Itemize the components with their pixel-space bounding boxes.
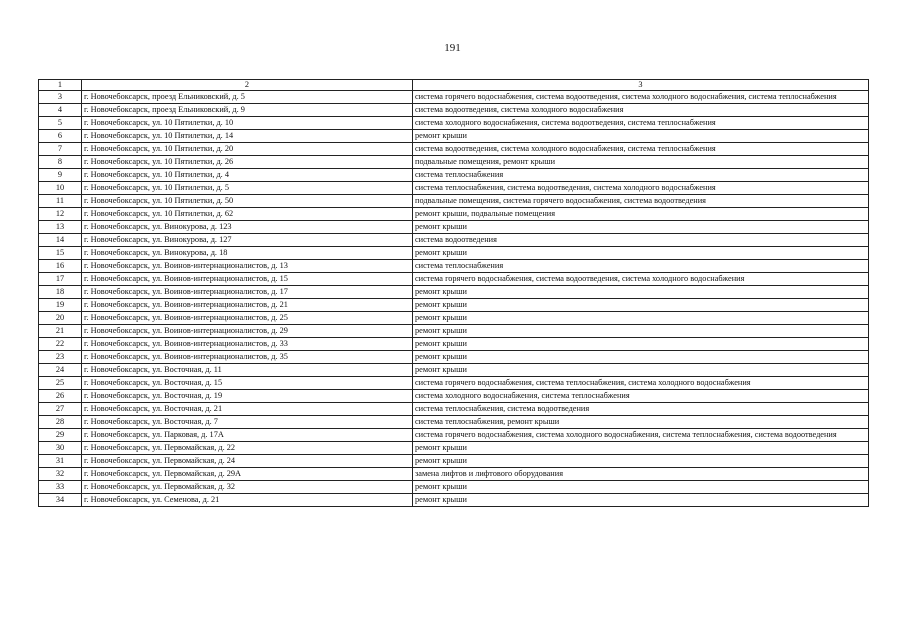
table-row: [39, 312, 869, 325]
address-cell: г. Новочебоксарск, ул. 10 Пятилетки, д. 5: [82, 182, 413, 195]
work-description-cell: ремонт крыши: [413, 442, 869, 455]
work-description-cell: ремонт крыши: [413, 494, 869, 507]
row-number-cell: 7: [39, 143, 82, 156]
table-row: [39, 234, 869, 247]
row-number-cell: 25: [39, 377, 82, 390]
table-row: [39, 130, 869, 143]
table-row: [39, 273, 869, 286]
work-description-cell: ремонт крыши: [413, 299, 869, 312]
table-row: [39, 468, 869, 481]
table-row: [39, 494, 869, 507]
row-number-cell: 16: [39, 260, 82, 273]
row-number-cell: 14: [39, 234, 82, 247]
table-row: [39, 442, 869, 455]
row-number-cell: 10: [39, 182, 82, 195]
work-description-cell: замена лифтов и лифтового оборудования: [413, 468, 869, 481]
work-description-cell: ремонт крыши: [413, 481, 869, 494]
work-description-cell: ремонт крыши: [413, 130, 869, 143]
address-cell: г. Новочебоксарск, ул. Восточная, д. 7: [82, 416, 413, 429]
table-row: [39, 208, 869, 221]
row-number-cell: 27: [39, 403, 82, 416]
table-row: [39, 247, 869, 260]
table-row: [39, 299, 869, 312]
header-cell-1: 1: [39, 80, 82, 91]
address-cell: г. Новочебоксарск, ул. Восточная, д. 15: [82, 377, 413, 390]
row-number-cell: 23: [39, 351, 82, 364]
table-row: [39, 429, 869, 442]
address-cell: г. Новочебоксарск, ул. Воинов-интернационалистов, д. 35: [82, 351, 413, 364]
table-row: [39, 364, 869, 377]
work-description-cell: система теплоснабжения: [413, 169, 869, 182]
table-row: [39, 325, 869, 338]
address-cell: г. Новочебоксарск, ул. Воинов-интернационалистов, д. 25: [82, 312, 413, 325]
row-number-cell: 20: [39, 312, 82, 325]
work-description-cell: ремонт крыши, подвальные помещения: [413, 208, 869, 221]
row-number-cell: 26: [39, 390, 82, 403]
table-row: [39, 338, 869, 351]
work-description-cell: ремонт крыши: [413, 338, 869, 351]
row-number-cell: 13: [39, 221, 82, 234]
address-cell: г. Новочебоксарск, ул. Воинов-интернационалистов, д. 15: [82, 273, 413, 286]
work-description-cell: система холодного водоснабжения, система водоотведения, система теплоснабжения: [413, 117, 869, 130]
row-number-cell: 21: [39, 325, 82, 338]
address-cell: г. Новочебоксарск, ул. 10 Пятилетки, д. 20: [82, 143, 413, 156]
address-cell: г. Новочебоксарск, ул. Винокурова, д. 18: [82, 247, 413, 260]
address-cell: г. Новочебоксарск, ул. Восточная, д. 21: [82, 403, 413, 416]
address-cell: г. Новочебоксарск, ул. Воинов-интернационалистов, д. 29: [82, 325, 413, 338]
address-cell: г. Новочебоксарск, ул. Винокурова, д. 127: [82, 234, 413, 247]
address-cell: г. Новочебоксарск, ул. Первомайская, д. 22: [82, 442, 413, 455]
table-row: [39, 260, 869, 273]
work-description-cell: ремонт крыши: [413, 364, 869, 377]
row-number-cell: 17: [39, 273, 82, 286]
table-row: [39, 351, 869, 364]
table-row: [39, 377, 869, 390]
row-number-cell: 12: [39, 208, 82, 221]
work-table: [38, 79, 869, 507]
table-row: [39, 221, 869, 234]
address-cell: г. Новочебоксарск, проезд Ельниковский, д. 9: [82, 104, 413, 117]
address-cell: г. Новочебоксарск, ул. Воинов-интернационалистов, д. 21: [82, 299, 413, 312]
work-description-cell: система теплоснабжения: [413, 260, 869, 273]
work-description-cell: ремонт крыши: [413, 351, 869, 364]
work-description-cell: ремонт крыши: [413, 455, 869, 468]
address-cell: г. Новочебоксарск, ул. Первомайская, д. 32: [82, 481, 413, 494]
row-number-cell: 18: [39, 286, 82, 299]
work-description-cell: подвальные помещения, ремонт крыши: [413, 156, 869, 169]
table-row: [39, 286, 869, 299]
table-row: [39, 403, 869, 416]
table-header-row: [39, 80, 869, 91]
address-cell: г. Новочебоксарск, ул. 10 Пятилетки, д. 50: [82, 195, 413, 208]
row-number-cell: 28: [39, 416, 82, 429]
row-number-cell: 33: [39, 481, 82, 494]
work-description-cell: ремонт крыши: [413, 325, 869, 338]
address-cell: г. Новочебоксарск, ул. 10 Пятилетки, д. 62: [82, 208, 413, 221]
address-cell: г. Новочебоксарск, ул. Первомайская, д. 29А: [82, 468, 413, 481]
row-number-cell: 11: [39, 195, 82, 208]
work-description-cell: система горячего водоснабжения, система водоотведения, система холодного водоснабжения, система теплоснабжения: [413, 91, 869, 104]
row-number-cell: 9: [39, 169, 82, 182]
table-row: [39, 182, 869, 195]
table-row: [39, 416, 869, 429]
work-description-cell: ремонт крыши: [413, 221, 869, 234]
header-cell-2: 2: [82, 80, 413, 91]
row-number-cell: 6: [39, 130, 82, 143]
work-description-cell: система холодного водоснабжения, система теплоснабжения: [413, 390, 869, 403]
address-cell: г. Новочебоксарск, ул. Воинов-интернационалистов, д. 33: [82, 338, 413, 351]
address-cell: г. Новочебоксарск, ул. Первомайская, д. 24: [82, 455, 413, 468]
row-number-cell: 31: [39, 455, 82, 468]
address-cell: г. Новочебоксарск, ул. Парковая, д. 17А: [82, 429, 413, 442]
row-number-cell: 32: [39, 468, 82, 481]
work-description-cell: система горячего водоснабжения, система холодного водоснабжения, система теплоснабжения, система водоотведения: [413, 429, 869, 442]
page-number: 191: [444, 42, 461, 54]
row-number-cell: 24: [39, 364, 82, 377]
header-cell-3: 3: [413, 80, 869, 91]
work-description-cell: подвальные помещения, система горячего водоснабжения, система водоотведения: [413, 195, 869, 208]
work-description-cell: ремонт крыши: [413, 247, 869, 260]
address-cell: г. Новочебоксарск, ул. 10 Пятилетки, д. 10: [82, 117, 413, 130]
row-number-cell: 30: [39, 442, 82, 455]
work-description-cell: система горячего водоснабжения, система теплоснабжения, система холодного водоснабжения: [413, 377, 869, 390]
table-row: [39, 455, 869, 468]
table-row: [39, 117, 869, 130]
table-row: [39, 104, 869, 117]
work-description-cell: система теплоснабжения, ремонт крыши: [413, 416, 869, 429]
table-row: [39, 390, 869, 403]
table-row: [39, 481, 869, 494]
address-cell: г. Новочебоксарск, ул. 10 Пятилетки, д. 26: [82, 156, 413, 169]
row-number-cell: 19: [39, 299, 82, 312]
row-number-cell: 5: [39, 117, 82, 130]
row-number-cell: 22: [39, 338, 82, 351]
row-number-cell: 3: [39, 91, 82, 104]
work-description-cell: система водоотведения, система холодного водоснабжения, система теплоснабжения: [413, 143, 869, 156]
work-description-cell: система горячего водоснабжения, система водоотведения, система холодного водоснабжения: [413, 273, 869, 286]
work-description-cell: система водоотведения, система холодного водоснабжения: [413, 104, 869, 117]
work-description-cell: система водоотведения: [413, 234, 869, 247]
address-cell: г. Новочебоксарск, проезд Ельниковский, д. 5: [82, 91, 413, 104]
table-row: [39, 143, 869, 156]
address-cell: г. Новочебоксарск, ул. 10 Пятилетки, д. 14: [82, 130, 413, 143]
address-cell: г. Новочебоксарск, ул. Восточная, д. 19: [82, 390, 413, 403]
table-row: [39, 169, 869, 182]
address-cell: г. Новочебоксарск, ул. 10 Пятилетки, д. 4: [82, 169, 413, 182]
address-cell: г. Новочебоксарск, ул. Восточная, д. 11: [82, 364, 413, 377]
address-cell: г. Новочебоксарск, ул. Воинов-интернационалистов, д. 13: [82, 260, 413, 273]
address-cell: г. Новочебоксарск, ул. Семенова, д. 21: [82, 494, 413, 507]
row-number-cell: 29: [39, 429, 82, 442]
work-description-cell: система теплоснабжения, система водоотведения: [413, 403, 869, 416]
table-row: [39, 91, 869, 104]
address-cell: г. Новочебоксарск, ул. Воинов-интернационалистов, д. 17: [82, 286, 413, 299]
row-number-cell: 34: [39, 494, 82, 507]
row-number-cell: 8: [39, 156, 82, 169]
row-number-cell: 4: [39, 104, 82, 117]
table-row: [39, 156, 869, 169]
table-row: [39, 195, 869, 208]
work-description-cell: система теплоснабжения, система водоотведения, система холодного водоснабжения: [413, 182, 869, 195]
work-description-cell: ремонт крыши: [413, 312, 869, 325]
row-number-cell: 15: [39, 247, 82, 260]
work-description-cell: ремонт крыши: [413, 286, 869, 299]
address-cell: г. Новочебоксарск, ул. Винокурова, д. 123: [82, 221, 413, 234]
